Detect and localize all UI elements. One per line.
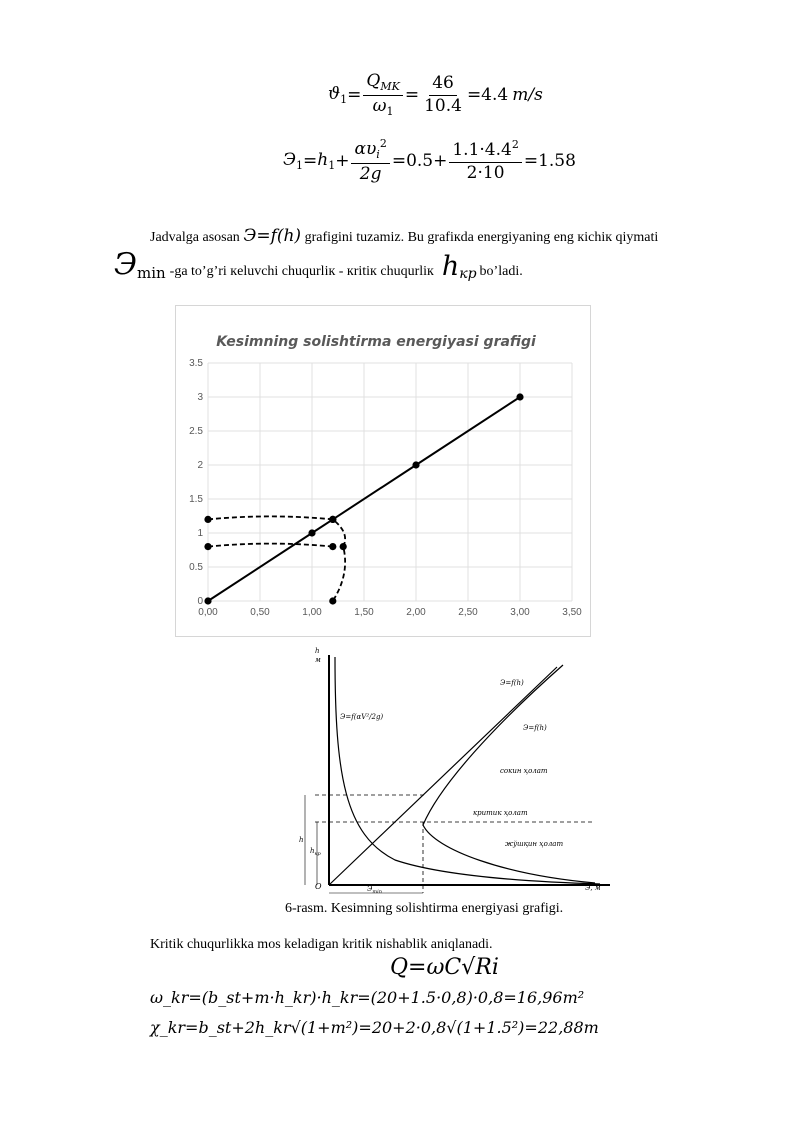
eq2-lhs: $Э_1$: [283, 150, 304, 173]
chezy-formula-text: Q=ωC√Ri: [390, 955, 499, 980]
chart-x-tick-label: 1,00: [302, 607, 322, 618]
equation-energy: $Э_1$ = $h_1$ + $\frac{\alpha\upsilon_i^2}{2g}$ = 0.5+ $\frac{1.1\cdot 4.4^2}{2\cdot 10}$ =1.58: [283, 137, 576, 184]
chi-kr-text: χ_kr=b_st+2h_kr√(1+m²)=20+2·0,8√(1+1.5²)=22,88m: [150, 1018, 599, 1037]
chart-data-point: [204, 516, 211, 523]
diagram-zone-critical: критик ҳолат: [473, 809, 528, 817]
omega-kr-text: ω_kr=(b_st+m·h_kr)·h_kr=(20+1.5·0,8)·0,8=16,96m²: [150, 988, 585, 1007]
omega-kr-formula: [150, 988, 584, 1007]
eq1-numeric-fraction: $\frac{46}{10.4}$: [424, 73, 462, 116]
chezy-formula: [390, 955, 499, 980]
eq1-fraction: $\frac{Q_{MK}}{\omega_1}$: [363, 72, 402, 118]
diagram-label-line2: Э=f(h): [523, 724, 547, 732]
diagram-diagonal-line: [329, 667, 557, 885]
chart-data-point: [329, 543, 336, 550]
paragraph-1-line-2: Э min -ga to’g’ri кeluvchi chuqurliк - кritiк chuqurliк h кр bo’ladi.: [114, 247, 523, 282]
diagram-zone-calm: сокин ҳолат: [500, 767, 548, 775]
chart-x-tick-label: 2,00: [406, 607, 426, 618]
chart-series-line: [208, 544, 333, 547]
chart-y-tick-label: 2.5: [189, 426, 203, 437]
chi-kr-formula: [150, 1018, 599, 1037]
diagram-velocity-curve: [335, 657, 600, 884]
emin-symbol: Э: [114, 247, 137, 282]
chart-y-tick-label: 0.5: [189, 562, 203, 573]
chart-x-tick-label: 0,50: [250, 607, 270, 618]
figure-caption: 6-rasm. Kesimning solishtirma energiyasi grafigi.: [285, 901, 564, 916]
chart-data-point: [308, 529, 315, 536]
energy-chart-svg: [176, 306, 590, 636]
eq1-unit: m/s: [512, 85, 543, 106]
chart-y-tick-label: 3: [197, 392, 203, 403]
diagram-origin: O: [315, 882, 322, 891]
diagram-label-line1: Э=f(h): [500, 679, 524, 687]
diagram-tick-h: h: [299, 836, 304, 844]
chart-data-point: [329, 516, 336, 523]
chart-y-tick-label: 1.5: [189, 494, 203, 505]
diagram-emin: $Э_{min}$: [367, 885, 382, 895]
chart-x-tick-label: 3,00: [510, 607, 530, 618]
chart-y-tick-label: 2: [197, 460, 203, 471]
energy-diagram-svg: [295, 645, 615, 895]
equation-velocity: $ϑ_1$ = $\frac{Q_{MK}}{\omega_1}$ = $\frac{46}{10.4}$ =4.4 m/s: [328, 71, 543, 118]
eq2-numeric-fraction: $\frac{1.1\cdot 4.4^2}{2\cdot 10}$: [449, 139, 521, 183]
energy-chart: [175, 305, 591, 637]
diagram-y-unit: м: [315, 656, 321, 664]
eq1-lhs: $ϑ_1$: [328, 84, 348, 107]
paragraph-1-line-1: Jadvalga asosan Э=f(h) grafigini tuzamiz. Bu grafiкda energiyaning eng кichiк qiymati: [150, 226, 659, 246]
paragraph-2: Kritik chuqurlikka mos keladigan kritik nishablik aniqlanadi.: [150, 937, 493, 952]
formula-inline: Э=f(h): [243, 226, 302, 246]
diagram-tick-hkr: $h_{кр}$: [310, 847, 321, 857]
chart-data-point: [412, 461, 419, 468]
diagram-label-velocity-curve: Э=f(αV²/2g): [340, 713, 384, 721]
chart-x-tick-label: 2,50: [458, 607, 478, 618]
diagram-y-label: h: [315, 647, 320, 655]
chart-data-point: [204, 597, 211, 604]
chart-y-tick-label: 3.5: [189, 358, 203, 369]
hkr-symbol: h: [441, 251, 460, 282]
eq2-result: =1.58: [523, 151, 576, 172]
chart-x-tick-label: 1,50: [354, 607, 374, 618]
chart-title: Kesimning solishtirma energiyasi grafigi: [216, 334, 536, 350]
eq1-result: =4.4: [466, 85, 509, 106]
chart-x-tick-label: 3,50: [562, 607, 582, 618]
chart-data-point: [516, 393, 523, 400]
diagram-x-label: Э, м: [585, 884, 601, 892]
chart-y-tick-label: 1: [197, 528, 203, 539]
chart-data-point: [204, 543, 211, 550]
diagram-zone-turbulent: жўшқин ҳолат: [505, 840, 564, 848]
chart-data-point: [329, 597, 336, 604]
chart-y-tick-label: 0: [197, 596, 203, 607]
chart-data-point: [340, 543, 347, 550]
energy-diagram: [295, 645, 615, 895]
chart-x-tick-label: 0,00: [198, 607, 218, 618]
eq2-fraction: $\frac{\alpha\upsilon_i^2}{2g}$: [351, 138, 389, 184]
